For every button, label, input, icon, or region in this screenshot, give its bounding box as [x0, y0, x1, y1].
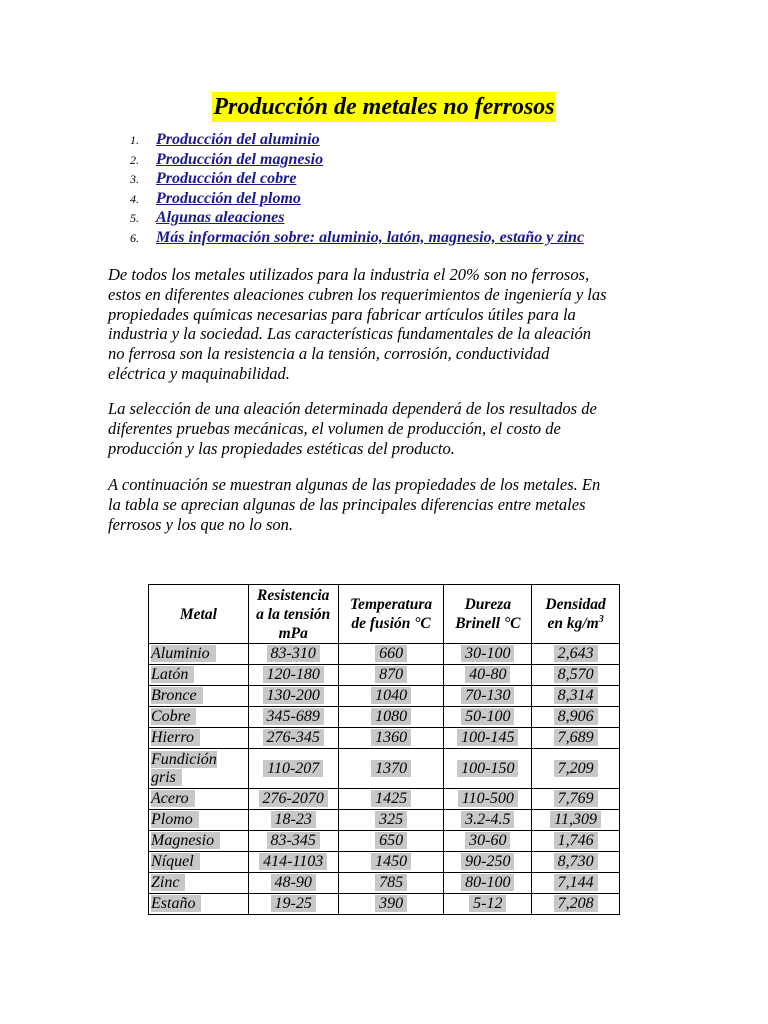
- cell-dureza: [444, 644, 532, 665]
- cell-value: 276-345: [263, 729, 324, 746]
- cell-value: Estaño: [151, 895, 201, 912]
- cell-value: 870: [375, 666, 407, 683]
- cell-value: 1360: [371, 729, 411, 746]
- cell-temperatura: [338, 749, 444, 789]
- cell-resistencia: [248, 894, 338, 915]
- cell-metal: [149, 728, 249, 749]
- cell-value: Aluminio: [151, 645, 216, 662]
- toc-number: 6.: [130, 230, 139, 245]
- cell-value: 7,769: [554, 790, 598, 807]
- paragraph-line: De todos los metales utilizados para la industria el 20% son no ferrosos,: [108, 265, 590, 284]
- cell-temperatura: [338, 831, 444, 852]
- cell-value: 7,208: [554, 895, 598, 912]
- cell-value: 100-150: [457, 760, 518, 777]
- cell-value: 7,209: [554, 760, 598, 777]
- cell-value: 1080: [371, 708, 411, 725]
- cell-densidad: [532, 873, 620, 894]
- cell-value: 8,570: [554, 666, 598, 683]
- paragraph-line: ferrosos y los que no lo son.: [108, 514, 294, 534]
- cell-value: 18-23: [271, 811, 316, 828]
- cell-resistencia: [248, 749, 338, 789]
- cell-value: 19-25: [271, 895, 316, 912]
- toc-item: [130, 150, 584, 170]
- toc-number: 1.: [130, 133, 139, 147]
- cell-value: 3.2-4.5: [461, 811, 514, 828]
- cell-resistencia: [248, 707, 338, 728]
- toc-link-aleaciones[interactable]: Algunas aleaciones: [156, 209, 285, 227]
- toc-number: 4.: [130, 191, 139, 206]
- cell-resistencia: [248, 728, 338, 749]
- cell-resistencia: [248, 852, 338, 873]
- cell-value: 650: [375, 832, 407, 849]
- cell-densidad: [532, 728, 620, 749]
- cell-metal: [149, 831, 249, 852]
- page-title: Producción de metales no ferrosos: [213, 94, 555, 120]
- cell-dureza: [444, 665, 532, 686]
- cell-dureza: [444, 728, 532, 749]
- cell-value: 1370: [371, 760, 411, 777]
- cell-densidad: [532, 644, 620, 665]
- cell-value: 30-100: [461, 645, 514, 662]
- paragraph-line: La selección de una aleación determinada dependerá de los resultados de: [108, 399, 597, 418]
- cell-value: Cobre: [151, 708, 196, 725]
- cell-value: Níquel: [151, 853, 200, 870]
- cell-value: 100-145: [457, 729, 518, 746]
- cell-temperatura: [338, 873, 444, 894]
- header-temperatura: Temperatura de fusión °C: [338, 585, 444, 644]
- cell-value: 90-250: [461, 853, 514, 870]
- cell-metal: [149, 707, 249, 728]
- cell-resistencia: [248, 665, 338, 686]
- table-row: [149, 749, 620, 789]
- cell-resistencia: [248, 831, 338, 852]
- toc-number: 3.: [130, 172, 139, 187]
- toc-item: [130, 169, 584, 189]
- header-metal: Metal: [149, 585, 249, 644]
- cell-value: 1,746: [554, 832, 598, 849]
- cell-temperatura: [338, 789, 444, 810]
- paragraph-line: eléctrica y maquinabilidad.: [108, 363, 290, 383]
- cell-densidad: [532, 894, 620, 915]
- cell-value: Plomo: [151, 811, 199, 828]
- cell-temperatura: [338, 810, 444, 831]
- intro-paragraph: [108, 265, 668, 384]
- table-row: [149, 707, 620, 728]
- paragraph-line: propiedades químicas necesarias para fabricar artículos útiles para la: [108, 304, 576, 324]
- cell-value: Fundición gris: [151, 750, 217, 786]
- cell-value: 50-100: [461, 708, 514, 725]
- cell-value: 7,689: [554, 729, 598, 746]
- cell-value: 48-90: [271, 874, 316, 891]
- cell-temperatura: [338, 894, 444, 915]
- cell-value: 1450: [371, 853, 411, 870]
- toc-link-aluminio[interactable]: Producción del aluminio: [156, 131, 320, 148]
- cell-metal: [149, 894, 249, 915]
- cell-value: 30-60: [465, 832, 510, 849]
- cell-value: 80-100: [461, 874, 514, 891]
- cell-dureza: [444, 686, 532, 707]
- cell-dureza: [444, 831, 532, 852]
- paragraph-line: A continuación se muestran algunas de las propiedades de los metales. En: [108, 475, 601, 494]
- cell-densidad: [532, 665, 620, 686]
- cell-densidad: [532, 831, 620, 852]
- cell-metal: [149, 644, 249, 665]
- cell-value: 8,730: [554, 853, 598, 870]
- paragraph-line: la tabla se aprecian algunas de las principales diferencias entre metales: [108, 494, 586, 514]
- cell-value: Magnesio: [151, 832, 220, 849]
- cell-value: Bronce: [151, 687, 203, 704]
- cell-value: 1040: [371, 687, 411, 704]
- cell-value: 130-200: [263, 687, 324, 704]
- cell-value: Hierro: [151, 729, 200, 746]
- cell-resistencia: [248, 873, 338, 894]
- table-row: [149, 789, 620, 810]
- cell-temperatura: [338, 728, 444, 749]
- cell-value: 390: [375, 895, 407, 912]
- cell-value: 276-2070: [259, 790, 328, 807]
- cell-densidad: [532, 852, 620, 873]
- paragraph-line: producción y las propiedades estéticas del producto.: [108, 438, 455, 458]
- cell-value: Zinc: [151, 874, 185, 891]
- cell-densidad: [532, 707, 620, 728]
- cell-value: 70-130: [461, 687, 514, 704]
- cell-value: 345-689: [263, 708, 324, 725]
- paragraph-line: estos en diferentes aleaciones cubren los requerimientos de ingeniería y las: [108, 284, 607, 304]
- table-header-row: [149, 585, 620, 644]
- cell-densidad: [532, 810, 620, 831]
- cell-value: 5-12: [469, 895, 506, 912]
- cell-value: 8,314: [554, 687, 598, 704]
- cell-value: 1425: [371, 790, 411, 807]
- toc-link-magnesio[interactable]: Producción del magnesio: [156, 150, 324, 168]
- cell-densidad: [532, 686, 620, 707]
- toc-number: 5.: [130, 211, 139, 226]
- table-row: [149, 852, 620, 873]
- cell-densidad: [532, 789, 620, 810]
- cell-value: 660: [375, 645, 407, 662]
- cell-resistencia: [248, 686, 338, 707]
- cell-value: Acero: [151, 790, 195, 807]
- toc-link-plomo[interactable]: Producción del plomo: [156, 189, 301, 207]
- cell-temperatura: [338, 644, 444, 665]
- table-row: [149, 686, 620, 707]
- cell-metal: [149, 852, 249, 873]
- cell-resistencia: [248, 789, 338, 810]
- cell-metal: [149, 789, 249, 810]
- metals-properties-table: [148, 584, 620, 915]
- cell-metal: [149, 665, 249, 686]
- table-intro-paragraph: [108, 475, 668, 534]
- cell-temperatura: [338, 686, 444, 707]
- toc-link-mas-informacion[interactable]: Más información sobre: aluminio, latón, magnesio, estaño y zinc: [156, 228, 585, 246]
- header-resistencia: Resistencia a la tensión mPa: [248, 585, 338, 644]
- table-body: [149, 644, 620, 915]
- paragraph-line: industria y la sociedad. Las características fundamentales de la aleación: [108, 324, 592, 344]
- cell-temperatura: [338, 707, 444, 728]
- table-row: [149, 644, 620, 665]
- table-of-contents: [130, 130, 584, 248]
- cell-value: 11,309: [550, 811, 601, 828]
- cell-value: 785: [375, 874, 407, 891]
- cell-dureza: [444, 789, 532, 810]
- cell-value: 8,906: [554, 708, 598, 725]
- table-row: [149, 728, 620, 749]
- table-row: [149, 665, 620, 686]
- cell-metal: [149, 749, 249, 789]
- cell-value: 40-80: [465, 666, 510, 683]
- table-row: [149, 831, 620, 852]
- cell-value: 2,643: [554, 645, 598, 662]
- cell-value: 325: [375, 811, 407, 828]
- title-container: [0, 92, 768, 122]
- toc-item: [130, 130, 584, 150]
- cell-value: 110-500: [458, 790, 518, 807]
- cell-value: 120-180: [263, 666, 324, 683]
- cell-metal: [149, 686, 249, 707]
- cell-value: Latón: [151, 666, 194, 683]
- cell-value: 83-310: [267, 645, 320, 662]
- toc-item: [130, 208, 584, 228]
- cell-value: 7,144: [554, 874, 598, 891]
- header-densidad: Densidad en $kg/m^3$: [532, 585, 620, 644]
- cell-densidad: [532, 749, 620, 789]
- table-row: [149, 894, 620, 915]
- header-dureza: Dureza Brinell °C: [444, 585, 532, 644]
- cell-dureza: [444, 810, 532, 831]
- toc-item: [130, 189, 584, 209]
- cell-metal: [149, 873, 249, 894]
- cell-value: 414-1103: [259, 853, 327, 870]
- cell-dureza: [444, 852, 532, 873]
- cell-value: 110-207: [263, 760, 323, 777]
- paragraph-line: no ferrosa son la resistencia a la tensión, corrosión, conductividad: [108, 344, 550, 364]
- cell-value: 83-345: [267, 832, 320, 849]
- cell-resistencia: [248, 810, 338, 831]
- cell-temperatura: [338, 852, 444, 873]
- cell-metal: [149, 810, 249, 831]
- toc-link-cobre[interactable]: Producción del cobre: [156, 170, 297, 188]
- cell-dureza: [444, 749, 532, 789]
- toc-item: [130, 228, 584, 248]
- table-row: [149, 810, 620, 831]
- cell-dureza: [444, 894, 532, 915]
- table-row: [149, 873, 620, 894]
- cell-resistencia: [248, 644, 338, 665]
- toc-number: 2.: [130, 152, 139, 167]
- selection-paragraph: [108, 399, 668, 458]
- cell-dureza: [444, 707, 532, 728]
- paragraph-line: diferentes pruebas mecánicas, el volumen de producción, el costo de: [108, 418, 561, 438]
- cell-dureza: [444, 873, 532, 894]
- cell-temperatura: [338, 665, 444, 686]
